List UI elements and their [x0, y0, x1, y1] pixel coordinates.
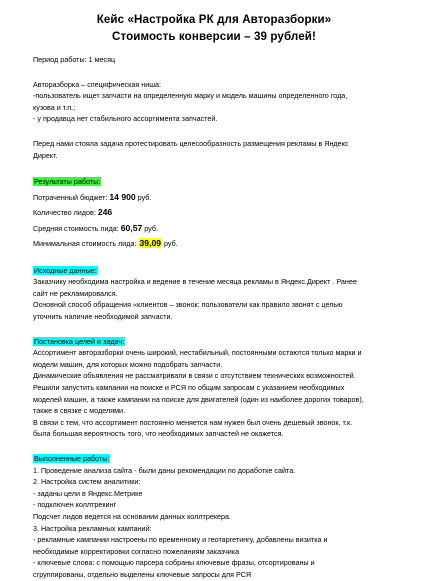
done-line: Подсчет лидов ведется на основании данных коллтрекера.	[33, 511, 232, 521]
intro-section	[33, 79, 413, 125]
goals-line: моделей машин, а также кампании на поиске для двигателей (один из наиболее дорогих товаров),	[33, 394, 364, 404]
done-line: сгруппированы, отдельно выделены ключевые запросы для РСЯ	[33, 569, 252, 579]
task-section	[33, 138, 413, 161]
goals-line: Динамические объявления не рассматривали в связи с отсутствием технических возможностей.	[33, 371, 356, 381]
goals-line: была большая вероятность того, что необходимых запчастей не окажется.	[33, 429, 284, 439]
min-line	[33, 236, 413, 252]
document-title: Кейс «Настройка РК для Авторазборки»	[96, 13, 332, 26]
min-label: Минимальная стоимость лида:	[33, 239, 139, 249]
initial-section	[33, 265, 413, 323]
done-heading: Выполненные работы:	[34, 453, 110, 463]
min-value: 39,09	[139, 238, 162, 249]
avg-value: 60,57	[120, 222, 143, 233]
done-line: необходимые корректировки согласно пожеланиям заказчика	[33, 546, 240, 556]
done-line: 1. Проведение анализа сайта - были даны рекомендации по доработке сайта.	[33, 465, 296, 475]
intro-line: -пользователь ищет запчасти на определенную марку и модель машины определенного года,	[33, 91, 348, 101]
goals-line: также в связке с моделями.	[33, 406, 126, 416]
initial-line: сайт не рекламировался.	[33, 288, 118, 298]
done-line: - подключен коллтрекинг	[33, 500, 117, 510]
intro-line: кузова и т.п.;	[33, 102, 76, 112]
leads-value: 246	[97, 207, 113, 218]
task-line: Перед нами стояла задача протестировать целесообразность размещения рекламы в Яндекс	[33, 138, 349, 148]
done-line: - ключевые слова: с помощью парсера собраны ключевые фразы, отсортированы и	[33, 558, 315, 568]
done-line: - заданы цели в Яндекс.Метрике	[33, 488, 143, 498]
initial-heading: Исходные данные:	[34, 265, 97, 275]
task-line: Директ.	[33, 150, 58, 160]
min-unit: руб.	[162, 239, 178, 249]
goals-line: Ассортимент авторазборки очень широкий, нестабильный, постоянными остаются только марки и	[33, 348, 362, 358]
avg-unit: руб.	[142, 223, 158, 233]
document-subtitle: Стоимость конверсии – 39 рублей!	[112, 30, 316, 43]
goals-line: Решили запустить кампании на поиске и РСЯ по общим запросам с указанием необходимых	[33, 383, 345, 392]
done-line: 2. Настройка систем аналитики:	[33, 477, 141, 487]
initial-line: Основной способ обращения «клиентов – звонок: пользователи как правило звонят с целью	[33, 300, 343, 310]
avg-label: Средняя стоимость лида:	[33, 223, 121, 233]
results-heading: Результаты работы:	[34, 177, 101, 187]
budget-line	[33, 190, 413, 206]
goals-section	[33, 336, 413, 440]
period-line: Период работы: 1 месяц	[33, 55, 116, 64]
results-section	[33, 174, 413, 252]
leads-label: Количество лидов:	[33, 208, 98, 218]
leads-line	[33, 205, 413, 221]
done-section	[33, 453, 413, 581]
intro-line: - у продавца нет стабильного ассортимента запчастей.	[33, 114, 218, 124]
done-line: - рекламные кампании настроены по временному и геотаргетингу, добавлены визитка и	[33, 535, 328, 545]
budget-unit: руб.	[135, 192, 152, 202]
goals-heading: Постановка целей и задач:	[34, 336, 125, 346]
goals-line: модели машин, для которых можно подобрать запчасти.	[33, 359, 223, 369]
initial-line: Заказчику необходима настройка и ведение в течение месяца рекламы в Яндекс.Директ . Ранее	[33, 277, 357, 287]
initial-line: уточнить наличие необходимой запчасти.	[33, 312, 173, 322]
budget-label: Потраченный бюджет:	[33, 192, 110, 202]
avg-line	[33, 221, 413, 237]
done-line: 3. Настройка рекламных кампаний:	[33, 523, 152, 533]
intro-line: Авторазборка – специфическая ниша:	[33, 79, 162, 89]
goals-line: В связи с тем, что ассортимент постоянно меняется нам нужен был очень дешевый звонок, т.к.	[33, 417, 353, 427]
document-body	[33, 54, 413, 581]
budget-value: 14 900	[109, 191, 136, 202]
